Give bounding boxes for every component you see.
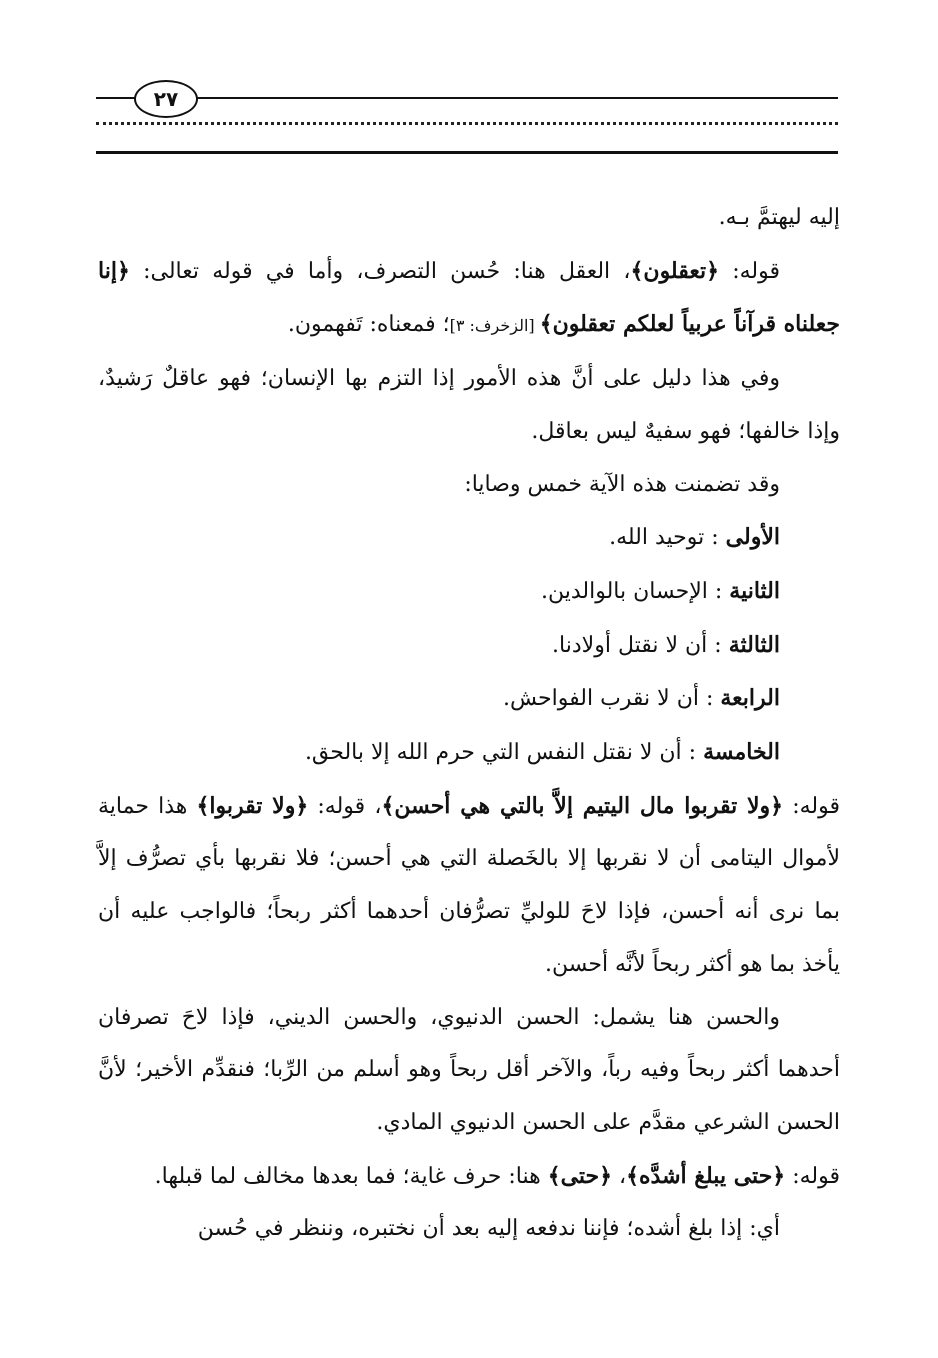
page-header: [0, 0, 938, 170]
p2-lead: قوله:: [718, 258, 780, 284]
list-item-2: [98, 565, 840, 619]
item-text: : الإحسان بالوالدين.: [541, 578, 723, 604]
item-text: : أن لا نقتل النفس التي حرم الله إلا بالحق.: [304, 740, 697, 766]
item-label: الأولى: [725, 524, 780, 551]
paragraph-6: والحسن هنا يشمل: الحسن الدنيوي، والحسن الديني، فإذا لاحَ تصرفان أحدهما أكثر ربحاً وفيه رباً، والآخر أقل ربحاً وهو أسلم من الرِّبا؛ فنقدِّم الأخير؛ لأنَّ الحسن الشرعي مقدَّم على الحسن الدنيوي المادي.: [98, 1004, 840, 1135]
item-label: الثانية: [729, 577, 780, 604]
header-top-rule: [96, 97, 838, 99]
list-item-5: [98, 726, 840, 780]
item-text: : توحيد الله.: [609, 525, 719, 551]
p7-sep: ،: [612, 1163, 627, 1189]
page-number: ٢٧: [134, 80, 198, 118]
page-body: [98, 192, 840, 1256]
paragraph-8: أي: إذا بلغ أشده؛ فإننا ندفعه إليه بعد أن نختبره، وننظر في حُسن: [197, 1216, 780, 1242]
p7-body: هنا: حرف غاية؛ فما بعدها مخالف لما قبلها.: [154, 1163, 548, 1189]
item-label: الخامسة: [703, 739, 780, 766]
paragraph-2: [98, 245, 840, 353]
header-bottom-rule: [96, 151, 838, 154]
header-dotted-rule: [96, 122, 838, 125]
paragraph-5: [98, 780, 840, 992]
item-text: : أن لا نقتل أولادنا.: [552, 632, 722, 658]
p2-end: ؛ فمعناه: تَفهمون.: [287, 312, 450, 338]
paragraph-7: [98, 1150, 840, 1204]
paragraph-1: إليه ليهتمَّ بـه.: [718, 205, 840, 230]
p2-citation: [الزخرف: ٣]: [449, 316, 540, 336]
p5-lead: قوله:: [783, 793, 840, 819]
p5-mid: ، قوله:: [308, 793, 382, 819]
p5-quote-1: ﴿ولا تقربوا مال اليتيم إلاَّ بالتي هي أحسن﴾: [381, 792, 784, 819]
paragraph-3: وفي هذا دليل على أنَّ هذه الأمور إذا التزم بها الإنسان؛ فهو عاقلٌ رَشيدٌ، وإذا خالفها؛ فهو سفيهٌ ليس بعاقل.: [98, 366, 840, 444]
list-item-4: [98, 672, 840, 726]
item-text: : أن لا نقرب الفواحش.: [503, 686, 714, 712]
p5-quote-2: ﴿ولا تقربوا﴾: [196, 792, 309, 819]
list-item-3: [98, 619, 840, 673]
p2-quote-2: ﴿إنا جعلناه قرآناً عربياً لعلكم تعقلون﴾: [98, 257, 840, 338]
p5-body: هذا حماية لأموال اليتامى أن لا نقربها إلا بالخَصلة التي هي أحسن؛ فلا نقربها بأي تصرُّف إلاَّ بما نرى أنه أحسن، فإذا لاحَ للوليِّ تصرُّفان أحدهما أكثر ربحاً؛ فالواجب عليه أن يأخذ بما هو أكثر ربحاً لأنَّه أحسن.: [98, 793, 840, 977]
item-label: الثالثة: [728, 631, 780, 658]
p2-quote-1: ﴿تعقلون﴾: [630, 257, 719, 284]
paragraph-4: وقد تضمنت هذه الآية خمس وصايا:: [464, 471, 780, 497]
item-label: الرابعة: [720, 685, 780, 712]
p2-mid: ، العقل هنا: حُسن التصرف، وأما في قوله تعالى:: [129, 258, 631, 284]
p7-lead: قوله:: [785, 1163, 840, 1189]
p7-quote-2: ﴿حتى﴾: [547, 1162, 613, 1189]
list-item-1: [98, 511, 840, 565]
p7-quote-1: ﴿حتى يبلغ أشدَّه﴾: [626, 1162, 786, 1189]
